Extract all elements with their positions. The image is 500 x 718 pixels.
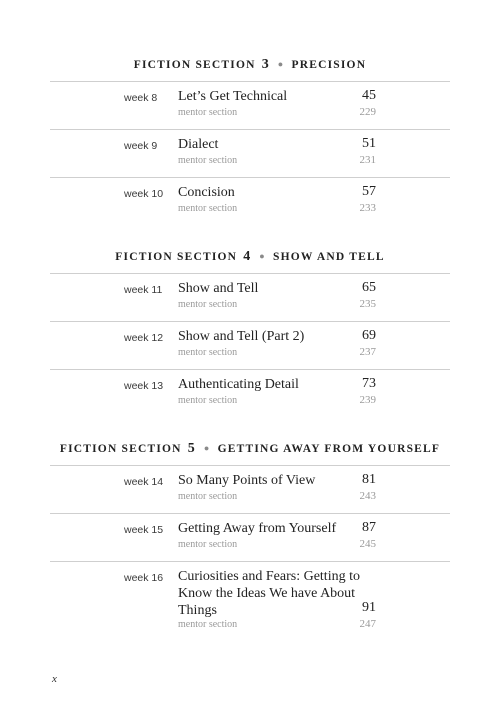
week-label: week 13 — [124, 380, 164, 392]
mentor-page-number: 231 — [359, 154, 376, 166]
divider — [50, 465, 450, 466]
divider — [50, 81, 450, 82]
chapter-title: So Many Points of View — [178, 473, 316, 488]
mentor-page-number: 245 — [359, 538, 376, 550]
page-number: 51 — [362, 136, 376, 151]
section-name: PRECISION — [291, 59, 367, 71]
section-prefix: FICTION SECTION — [59, 443, 182, 455]
section-prefix: FICTION SECTION — [133, 59, 256, 71]
week-label: week 15 — [124, 524, 164, 536]
divider — [50, 273, 450, 274]
toc-entry[interactable] — [0, 376, 500, 424]
mentor-label: mentor section — [178, 155, 238, 166]
divider — [50, 177, 450, 178]
page-number: 65 — [362, 280, 376, 295]
mentor-page-number: 239 — [359, 394, 376, 406]
chapter-title: Concision — [178, 185, 235, 200]
chapter-title: Authenticating Detail — [178, 377, 299, 392]
week-label: week 12 — [124, 332, 164, 344]
bullet-icon: ● — [277, 59, 285, 69]
page-number: 45 — [362, 88, 376, 103]
page-number: 69 — [362, 328, 376, 343]
section-number: 4 — [243, 249, 251, 264]
page-folio: x — [52, 673, 57, 685]
mentor-label: mentor section — [178, 299, 238, 310]
section-name: SHOW AND TELL — [273, 251, 385, 263]
section-number: 5 — [187, 441, 195, 456]
page-number: 87 — [362, 520, 376, 535]
section-prefix: FICTION SECTION — [115, 251, 238, 263]
divider — [50, 369, 450, 370]
mentor-label: mentor section — [178, 539, 238, 550]
mentor-page-number: 233 — [359, 202, 376, 214]
toc-entry[interactable] — [0, 184, 500, 232]
mentor-page-number: 229 — [359, 106, 376, 118]
section-number: 3 — [261, 57, 269, 72]
week-label: week 8 — [124, 92, 158, 104]
divider — [50, 513, 450, 514]
chapter-title: Show and Tell — [178, 281, 259, 296]
section-name: GETTING AWAY FROM YOURSELF — [217, 443, 441, 455]
page-number: 91 — [362, 600, 376, 615]
mentor-label: mentor section — [178, 203, 238, 214]
divider — [50, 129, 450, 130]
bullet-icon: ● — [259, 251, 266, 261]
page-number: 57 — [362, 184, 376, 199]
mentor-page-number: 237 — [359, 346, 376, 358]
mentor-label: mentor section — [178, 347, 238, 358]
mentor-label: mentor section — [178, 619, 238, 630]
chapter-title: Dialect — [178, 137, 219, 152]
section-heading — [0, 57, 500, 73]
chapter-title: Let’s Get Technical — [178, 89, 288, 104]
chapter-title: Getting Away from Yourself — [178, 521, 337, 536]
toc-entry[interactable] — [0, 568, 500, 638]
divider — [50, 321, 450, 322]
section-heading — [0, 249, 500, 265]
week-label: week 11 — [124, 284, 163, 296]
chapter-title: Show and Tell (Part 2) — [178, 329, 305, 344]
page-number: 73 — [362, 376, 376, 391]
week-label: week 14 — [124, 476, 164, 488]
mentor-label: mentor section — [178, 395, 238, 406]
mentor-page-number: 235 — [359, 298, 376, 310]
mentor-page-number: 247 — [359, 618, 376, 630]
mentor-page-number: 243 — [359, 490, 376, 502]
week-label: week 9 — [124, 140, 158, 152]
mentor-label: mentor section — [178, 107, 238, 118]
chapter-title: Curiosities and Fears: Getting to Know the Ideas We have About Things — [178, 569, 360, 618]
page-number: 81 — [362, 472, 376, 487]
section-heading — [0, 441, 500, 457]
week-label: week 16 — [124, 572, 164, 584]
week-label: week 10 — [124, 188, 164, 200]
mentor-label: mentor section — [178, 491, 238, 502]
divider — [50, 561, 450, 562]
bullet-icon: ● — [203, 443, 211, 453]
